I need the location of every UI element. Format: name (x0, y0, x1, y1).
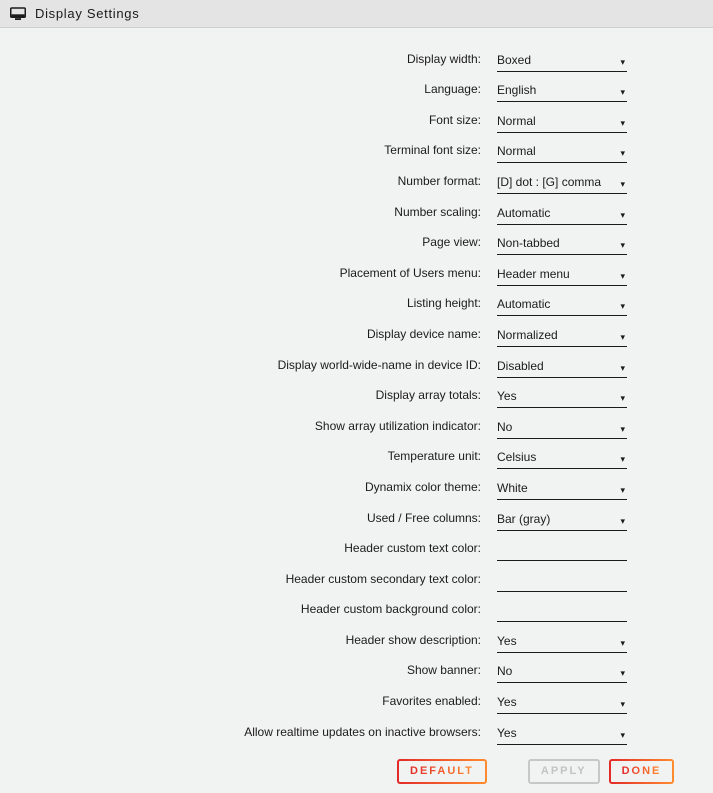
form-row (0, 72, 713, 103)
field-label: Header show description: (345, 632, 481, 647)
select-value: Yes (497, 695, 517, 710)
dropdown-arrow-icon: ▾ (620, 178, 625, 189)
select-value: No (497, 664, 513, 679)
select-value: Header menu (497, 266, 570, 281)
dropdown-arrow-icon: ▾ (620, 87, 625, 98)
form-row (0, 531, 713, 562)
field-label: Page view: (422, 235, 481, 250)
titlebar (0, 0, 713, 28)
form-row (0, 653, 713, 684)
field-label: Display device name: (366, 326, 481, 341)
field-label: Display width: (406, 51, 481, 66)
select-7[interactable] (497, 267, 627, 286)
dropdown-arrow-icon: ▾ (620, 240, 625, 251)
dropdown-arrow-icon: ▾ (620, 484, 625, 495)
select-value: Normal (497, 144, 536, 159)
form-row (0, 41, 713, 72)
form-row (0, 225, 713, 256)
apply-button-label: APPLY (540, 765, 587, 778)
apply-button[interactable] (528, 759, 600, 784)
field-label: Number format: (397, 173, 481, 188)
select-value: Celsius (497, 450, 537, 465)
text-input-16[interactable] (497, 541, 627, 561)
select-6[interactable] (497, 236, 627, 255)
dropdown-arrow-icon: ▾ (620, 393, 625, 404)
field-label: Favorites enabled: (382, 694, 481, 709)
dropdown-arrow-icon: ▾ (620, 148, 625, 159)
form-row (0, 347, 713, 378)
form-row (0, 286, 713, 317)
select-10[interactable] (497, 359, 627, 378)
select-1[interactable] (497, 83, 627, 102)
select-value: Yes (497, 725, 517, 740)
dropdown-arrow-icon: ▾ (620, 56, 625, 67)
field-label: Header custom text color: (344, 541, 481, 556)
dropdown-arrow-icon: ▾ (620, 699, 625, 710)
field-label: Display array totals: (375, 388, 481, 403)
field-label: Display world-wide-name in device ID: (277, 357, 481, 372)
dropdown-arrow-icon: ▾ (620, 454, 625, 465)
field-label: Number scaling: (394, 204, 481, 219)
select-value: Disabled (497, 358, 544, 373)
select-3[interactable] (497, 144, 627, 163)
field-label: Language: (424, 82, 481, 97)
dropdown-arrow-icon: ▾ (620, 331, 625, 342)
dropdown-arrow-icon: ▾ (620, 270, 625, 281)
dropdown-arrow-icon: ▾ (620, 515, 625, 526)
form-row (0, 102, 713, 133)
select-20[interactable] (497, 664, 627, 683)
select-11[interactable] (497, 389, 627, 408)
dropdown-arrow-icon: ▾ (620, 362, 625, 373)
select-15[interactable] (497, 512, 627, 531)
settings-form (0, 28, 713, 745)
select-value: Automatic (497, 205, 551, 220)
dropdown-arrow-icon: ▾ (620, 637, 625, 648)
form-row (0, 469, 713, 500)
field-label: Used / Free columns: (366, 510, 481, 525)
dropdown-arrow-icon: ▾ (620, 117, 625, 128)
select-14[interactable] (497, 481, 627, 500)
text-input-18[interactable] (497, 602, 627, 622)
form-row (0, 316, 713, 347)
field-label: Allow realtime updates on inactive browsers: (244, 724, 481, 739)
form-row (0, 561, 713, 592)
field-label: Show array utilization indicator: (314, 418, 481, 433)
select-value: Non-tabbed (497, 236, 560, 251)
dropdown-arrow-icon: ▾ (620, 301, 625, 312)
monitor-icon (10, 7, 26, 21)
default-button[interactable] (397, 759, 487, 784)
dropdown-arrow-icon: ▾ (620, 729, 625, 740)
select-value: Normal (497, 113, 536, 128)
field-label: Temperature unit: (387, 449, 481, 464)
form-buttons (397, 759, 713, 784)
form-row (0, 378, 713, 409)
select-value: Automatic (497, 297, 551, 312)
select-4[interactable] (497, 175, 627, 194)
select-2[interactable] (497, 114, 627, 133)
select-13[interactable] (497, 450, 627, 469)
field-label: Header custom secondary text color: (285, 571, 481, 586)
field-label: Header custom background color: (300, 602, 481, 617)
select-19[interactable] (497, 634, 627, 653)
field-label: Show banner: (406, 663, 481, 678)
form-row (0, 408, 713, 439)
form-row (0, 439, 713, 470)
select-value: Yes (497, 633, 517, 648)
select-value: Boxed (497, 52, 532, 67)
select-12[interactable] (497, 420, 627, 439)
select-value: No (497, 419, 513, 434)
form-row (0, 500, 713, 531)
text-input-17[interactable] (497, 572, 627, 592)
select-value: Yes (497, 389, 517, 404)
select-value: White (497, 480, 528, 495)
page-title: Display Settings (35, 6, 140, 21)
select-22[interactable] (497, 726, 627, 745)
default-button-label: DEFAULT (410, 765, 474, 778)
dropdown-arrow-icon: ▾ (620, 423, 625, 434)
select-value: [D] dot : [G] comma (497, 174, 602, 189)
form-row (0, 622, 713, 653)
form-row (0, 592, 713, 623)
form-row (0, 133, 713, 164)
field-label: Placement of Users menu: (339, 265, 481, 280)
select-21[interactable] (497, 695, 627, 714)
select-value: English (497, 83, 537, 98)
done-button[interactable] (609, 759, 675, 784)
field-label: Listing height: (406, 296, 481, 311)
dropdown-arrow-icon: ▾ (620, 668, 625, 679)
form-row (0, 163, 713, 194)
select-5[interactable] (497, 206, 627, 225)
select-0[interactable] (497, 53, 627, 72)
done-button-label: DONE (621, 765, 662, 778)
form-row (0, 255, 713, 286)
select-9[interactable] (497, 328, 627, 347)
form-row (0, 683, 713, 714)
select-8[interactable] (497, 297, 627, 316)
select-value: Normalized (497, 327, 558, 342)
form-row (0, 714, 713, 745)
form-row (0, 194, 713, 225)
select-value: Bar (gray) (497, 511, 551, 526)
field-label: Dynamix color theme: (364, 479, 481, 494)
dropdown-arrow-icon: ▾ (620, 209, 625, 220)
field-label: Font size: (428, 112, 481, 127)
field-label: Terminal font size: (384, 143, 481, 158)
